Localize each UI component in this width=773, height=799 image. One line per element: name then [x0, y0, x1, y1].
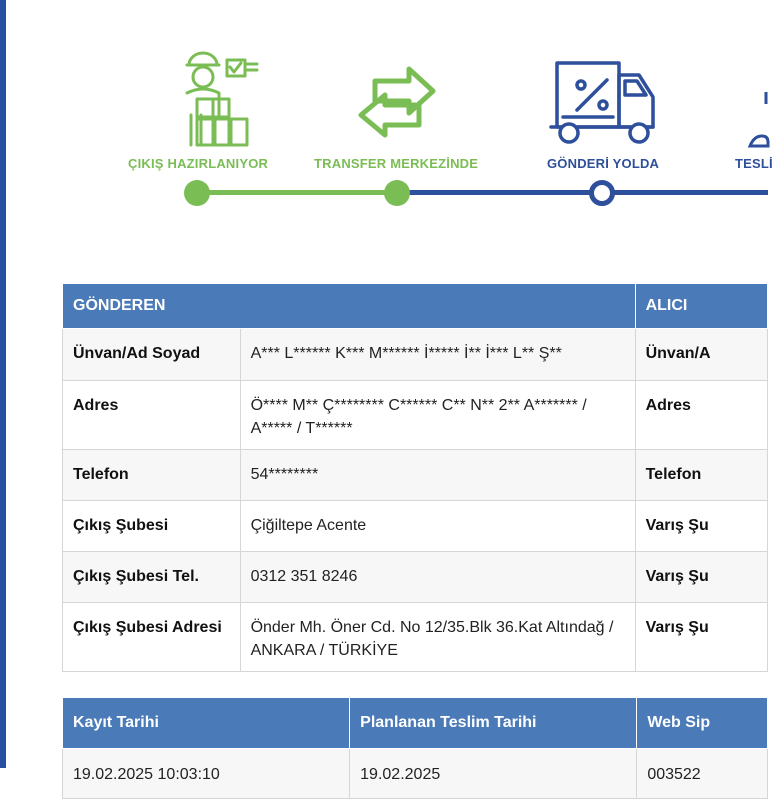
progress-dot-preparing: [184, 180, 210, 206]
left-accent-bar: [0, 0, 6, 768]
receiver-header: ALICI: [635, 284, 767, 329]
web-order-header: Web Sip: [637, 698, 768, 749]
registration-date-value: 19.02.2025 10:03:10: [63, 749, 350, 799]
receiver-row-label: Varış Şu: [635, 603, 767, 672]
warehouse-worker-icon: [147, 55, 247, 150]
table-row: [63, 450, 768, 501]
row-label: Çıkış Şubesi: [63, 501, 241, 552]
row-label: Ünvan/Ad Soyad: [63, 329, 241, 381]
shipment-dates-table: [62, 697, 768, 799]
row-value: 54********: [240, 450, 635, 501]
row-value: Çiğiltepe Acente: [240, 501, 635, 552]
progress-track-pending: [398, 190, 768, 195]
step-transfer: [312, 55, 482, 150]
row-label: Telefon: [63, 450, 241, 501]
receiver-row-label: Varış Şu: [635, 501, 767, 552]
progress-dot-transfer: [384, 180, 410, 206]
delivery-truck-icon: [547, 55, 657, 150]
registration-date-header: Kayıt Tarihi: [63, 698, 350, 749]
row-label: Adres: [63, 381, 241, 450]
table-row: [63, 552, 768, 603]
sender-receiver-table: [62, 283, 768, 672]
row-value: 0312 351 8246: [240, 552, 635, 603]
table-row: [63, 381, 768, 450]
row-label: Çıkış Şubesi Tel.: [63, 552, 241, 603]
step-preparing: [112, 55, 282, 150]
row-value: Önder Mh. Öner Cd. No 12/35.Blk 36.Kat Altındağ / ANKARA / TÜRKİYE: [240, 603, 635, 672]
sender-header: GÖNDEREN: [63, 284, 636, 329]
transfer-arrows-icon: [347, 55, 447, 150]
table-row: [63, 603, 768, 672]
planned-delivery-header: Planlanan Teslim Tarihi: [350, 698, 637, 749]
receiver-row-label: Ünvan/A: [635, 329, 767, 381]
step-label-transfer: TRANSFER MERKEZİNDE: [314, 156, 479, 171]
delivered-icon: [746, 92, 768, 152]
progress-track-completed: [196, 190, 398, 195]
progress-dot-on-the-way: [589, 180, 615, 206]
web-order-value: 003522: [637, 749, 768, 799]
step-label-on-the-way: GÖNDERİ YOLDA: [547, 156, 660, 171]
row-label: Çıkış Şubesi Adresi: [63, 603, 241, 672]
step-label-delivered: TESLİ: [735, 156, 773, 171]
planned-delivery-value: 19.02.2025: [350, 749, 637, 799]
row-value: Ö**** M** Ç******** C****** C** N** 2** A******* / A***** / T******: [240, 381, 635, 450]
step-on-the-way: [517, 55, 687, 150]
row-value: A*** L****** K*** M****** İ***** İ** İ*** L** Ş**: [240, 329, 635, 381]
receiver-row-label: Adres: [635, 381, 767, 450]
table-row: [63, 501, 768, 552]
receiver-row-label: Telefon: [635, 450, 767, 501]
receiver-row-label: Varış Şu: [635, 552, 767, 603]
table-row: [63, 329, 768, 381]
step-label-preparing: ÇIKIŞ HAZIRLANIYOR: [128, 156, 269, 171]
table-row: [63, 749, 768, 799]
